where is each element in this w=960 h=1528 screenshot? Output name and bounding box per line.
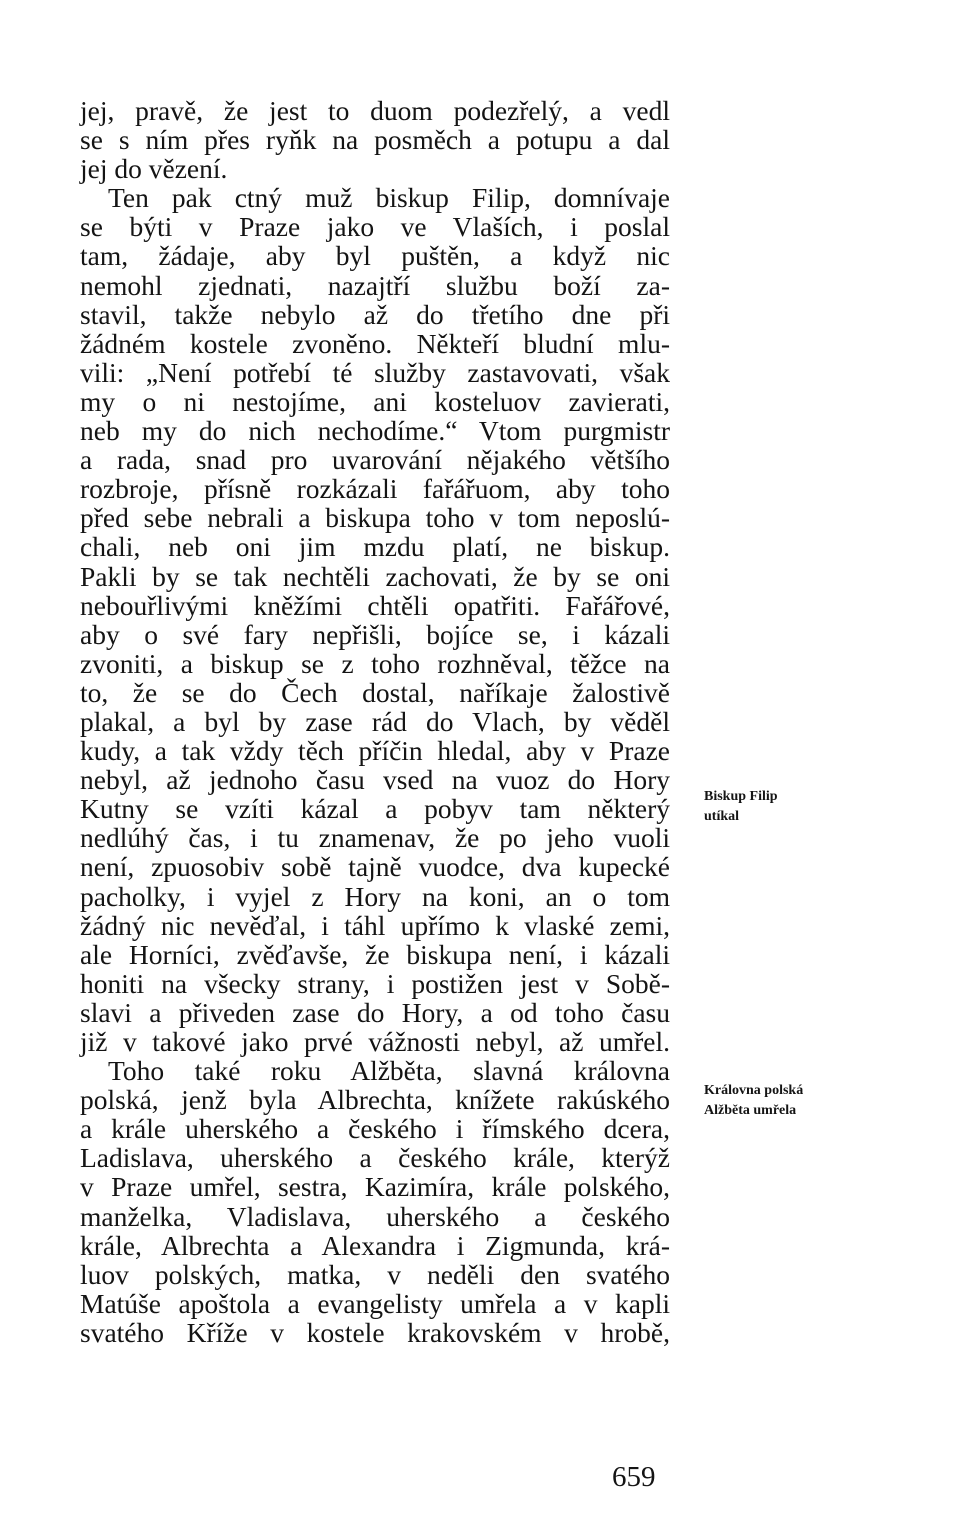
text-line: svatého Kříže v kostele krakovském v hrobě, (80, 1316, 670, 1348)
text-line: se býti v Praze jako ve Vlaších, i poslal (80, 211, 670, 243)
text-line: Matúše apoštola a evangelisty umřela a v kapli (80, 1287, 670, 1319)
text-line: polská, jenž byla Albrechta, knížete rakúského (80, 1084, 670, 1116)
text-line: jej do vězení. (80, 153, 228, 185)
text-line: stavil, takže nebylo až do třetího dne při (80, 298, 670, 330)
text-line: jej, pravě, že jest to duom podezřelý, a vedl (80, 95, 670, 126)
text-line: již v takové jako prvé vážnosti nebyl, až umřel. (80, 1026, 670, 1057)
text-line: kudy, a tak vždy těch příčin hledal, aby v Praze (80, 735, 670, 767)
text-line: plakal, a byl by zase rád do Vlach, by věděl (80, 705, 670, 737)
margin-note-bishop-philip (704, 787, 854, 827)
text-line: Pakli by se tak nechtěli zachovati, že by se oni (80, 560, 670, 592)
page-number: 659 (612, 1461, 656, 1493)
text-line: a rada, snad pro uvarování nějakého většího (80, 444, 670, 476)
text-line: nedlúhý čas, i tu znamenav, že po jeho vuoli (80, 822, 670, 854)
text-line: žádném kostele zvoněno. Někteří bludní mlu- (80, 327, 670, 359)
text-line: nemohl zjednati, nazajtří službu boží za- (80, 269, 670, 301)
text-line: manželka, Vladislava, uherského a českého (80, 1200, 670, 1232)
text-line: tam, žádaje, aby byl puštěn, a když nic (80, 240, 670, 272)
text-line: zvoniti, a biskup se z toho rozhněval, těžce na (80, 647, 670, 679)
text-line: žádný nic nevěďal, i táhl upřímo k vlaské zemi, (80, 909, 670, 941)
text-line: honiti na všecky strany, i postižen jest v Sobě- (80, 967, 670, 999)
text-line: nebouřlivými kněžími chtěli opatřiti. Fařářové, (80, 589, 670, 621)
margin-note-line: Alžběta umřela (704, 1103, 797, 1118)
text-line: Ten pak ctný muž biskup Filip, domnívaje (108, 182, 670, 214)
text-line: luov polských, matka, v neděli den svatého (80, 1258, 670, 1290)
text-line: se s ním přes ryňk na posměch a potupu a dal (80, 124, 670, 156)
text-line: a krále uherského a českého i římského dcera, (80, 1113, 670, 1145)
margin-note-line: Biskup Filip (704, 789, 778, 804)
text-line: krále, Albrechta a Alexandra i Zigmunda, krá- (80, 1229, 670, 1261)
text-line: my o ni nestojíme, ani kosteluov zavierati, (80, 385, 670, 417)
text-line: Ladislava, uherského a českého krále, kterýž (80, 1142, 670, 1174)
text-line: neb my do nich nechodíme.“ Vtom purgmistr (80, 415, 670, 447)
text-line: Kutny se vzíti kázal a pobyv tam některý (80, 793, 670, 825)
text-line: aby o své fary nepřišli, bojíce se, i kázali (80, 618, 670, 650)
margin-note-line: Královna polská (704, 1083, 804, 1098)
text-line: chali, neb oni jim mzdu platí, ne biskup. (80, 531, 670, 563)
body-text (80, 96, 670, 1347)
text-line: pacholky, i vyjel z Hory na koni, an o tom (80, 880, 670, 912)
text-line: vili: „Není potřebí té služby zastavovati, však (80, 356, 670, 388)
text-line: ale Horníci, zvěďavše, že biskupa není, i kázali (80, 938, 670, 970)
text-line: slavi a přiveden zase do Hory, a od toho času (80, 996, 670, 1028)
text-line: rozbroje, přísně rozkázali fařářuom, aby toho (80, 473, 670, 505)
text-line: není, zpuosobiv sobě tajně vuodce, dva kupecké (80, 851, 670, 883)
text-line: před sebe nebrali a biskupa toho v tom neposlú- (80, 502, 670, 534)
text-line: Toho také roku Alžběta, slavná královna (108, 1055, 670, 1087)
text-line: v Praze umřel, sestra, Kazimíra, krále polského, (80, 1171, 670, 1203)
text-line: to, že se do Čech dostal, naříkaje žalostivě (80, 676, 670, 708)
margin-note-queen-elizabeth (704, 1081, 854, 1121)
margin-note-line: utíkal (704, 809, 740, 824)
text-line: nebyl, až jednoho času vsed na vuoz do Hory (80, 764, 670, 796)
